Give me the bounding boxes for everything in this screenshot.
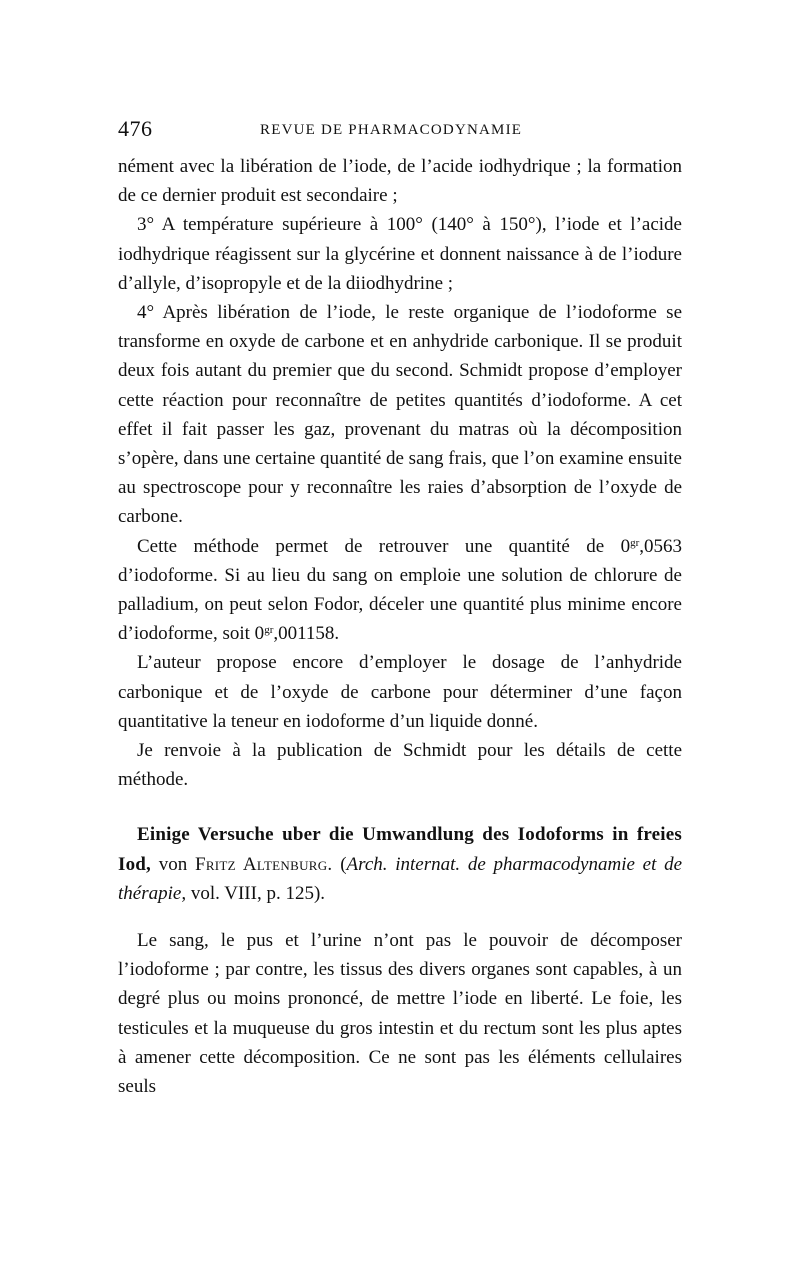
methode-text-2: ,0563 d’iodoforme. Si au lieu du sang on emploie une solution de chlorure de palladium, on peut selon Fodor, déceler une quantité plus minime encore d’iodoforme, soit 0 (118, 535, 682, 645)
citation-author: Fritz Altenburg. (194, 853, 333, 875)
running-head: REVUE DE PHARMACODYNAMIE (260, 122, 523, 138)
citation-paren: ( (332, 853, 347, 875)
body-text (118, 152, 682, 794)
paragraph-methode (118, 532, 682, 649)
citation-by: von (151, 853, 195, 875)
citation-title: Einige Versuche uber die Umwandlung des Iodoforms in freies Iod, (118, 824, 682, 875)
body-text-after (118, 926, 682, 1101)
paragraph-point-4: 4° Après libération de l’iode, le reste organique de l’iodoforme se transforme en oxyde de carbone et en anhydride carbonique. Il se produit deux fois autant du premier que du second. Schmidt propose d’employer cette réaction pour reconnaître de petites quantités d’iodoforme. A cet effet il fait passer les gaz, provenant du matras où la décomposition s’opère, dans une certaine quantité de sang frais, que l’on examine ensuite au spectroscope pour y reconnaître les raies d’absorption de l’oxyde de carbone. (118, 302, 682, 528)
methode-text-3: ,001158. (273, 623, 340, 645)
page-number: 476 (118, 116, 153, 141)
paragraph-point-3: 3° A température supérieure à 100° (140° à 150°), l’iode et l’acide iodhydrique réagissent sur la glycérine et donnent naissance à de l’iodure d’allyle, d’isopropyle et de la diiodhydrine ; (118, 214, 682, 294)
citation-journal: Arch. internat. de pharmacodynamie et de thérapie, (118, 853, 683, 904)
paragraph-continuation: nément avec la libération de l’iode, de l’acide iodhydrique ; la formation de ce dernier produit est secondaire ; (118, 156, 682, 207)
methode-text-1: Cette méthode permet de retrouver une quantité de 0 (137, 535, 631, 557)
citation (118, 820, 682, 908)
page-header (118, 116, 682, 152)
citation-volume: vol. VIII, p. 125). (186, 882, 326, 904)
section-break (118, 794, 682, 820)
unit-gr-2: gr (264, 624, 274, 637)
paragraph-auteur: L’auteur propose encore d’employer le dosage de l’anhydride carbonique et de l’oxyde de carbone pour déterminer d’une façon quantitative la teneur en iodoforme d’un liquide donné. (118, 652, 682, 732)
spacer (118, 908, 682, 926)
paragraph-renvoi: Je renvoie à la publication de Schmidt pour les détails de cette méthode. (118, 740, 682, 791)
unit-gr-1: gr (630, 536, 640, 549)
paragraph-sang: Le sang, le pus et l’urine n’ont pas le pouvoir de décomposer l’iodoforme ; par contre, les tissus des divers organes sont capables, à un degré plus ou moins prononcé, de mettre l’iode en liberté. Le foie, les testicules et la muqueuse du gros intestin et du rectum sont les plus aptes à amener cette décomposition. Ce ne sont pas les éléments cellulaires seuls (118, 930, 682, 1098)
page (118, 116, 682, 1101)
